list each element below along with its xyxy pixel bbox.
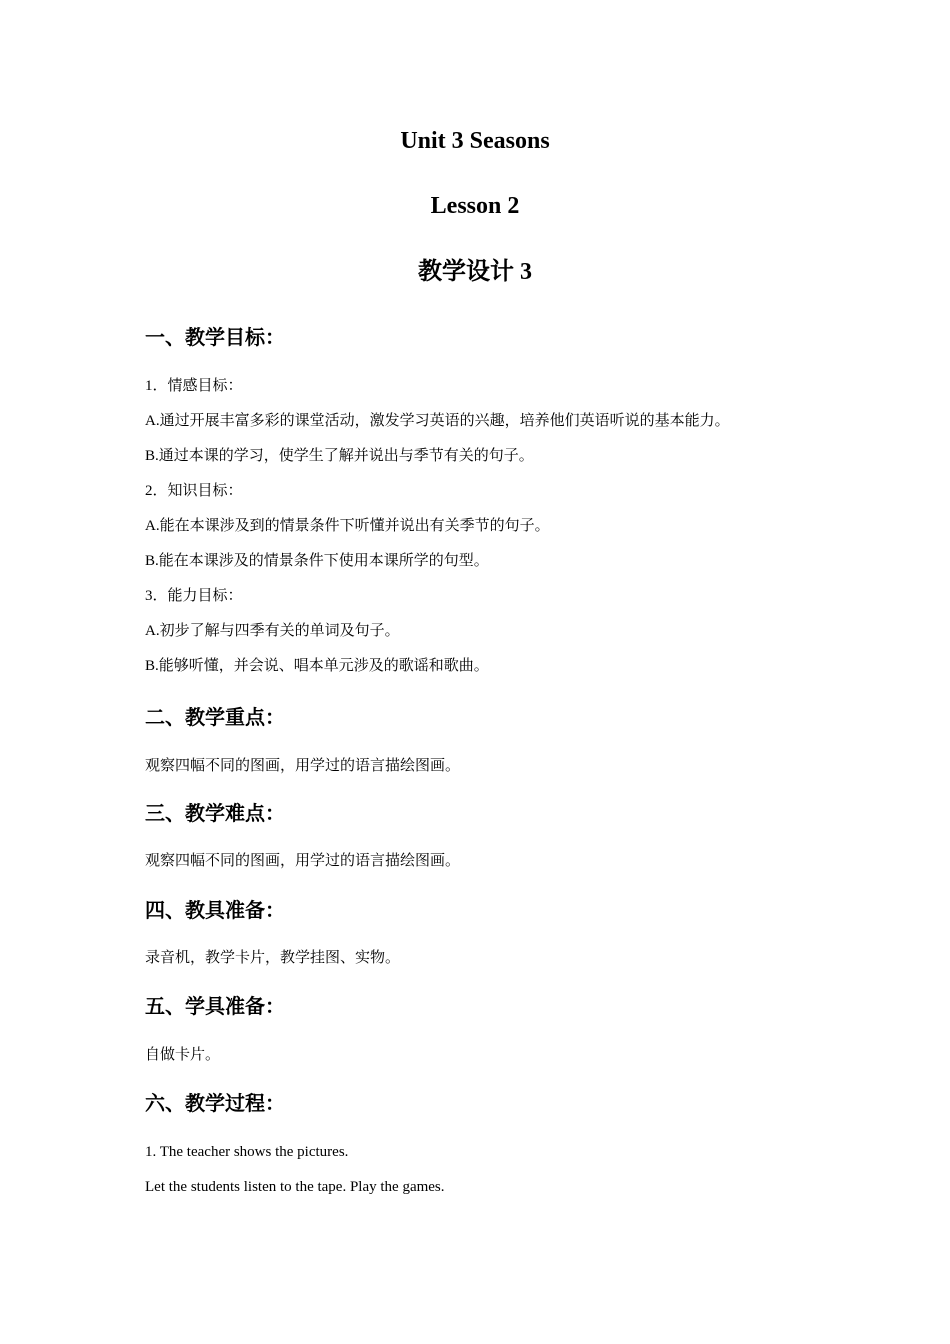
section-heading: 三、教学难点：: [145, 801, 285, 825]
section-heading: 二、教学重点：: [145, 705, 285, 729]
paragraph: A.初步了解与四季有关的单词及句子。: [145, 623, 400, 639]
unit-title: Unit 3 Seasons: [400, 128, 550, 154]
paragraph: 3．能力目标：: [145, 588, 243, 604]
lesson-title: Lesson 2: [430, 193, 520, 219]
paragraph: B.能够听懂，并会说、唱本单元涉及的歌谣和歌曲。: [145, 658, 489, 674]
section-heading: 五、学具准备：: [145, 994, 285, 1018]
section-heading: 六、教学过程：: [145, 1091, 285, 1115]
paragraph: B.通过本课的学习，使学生了解并说出与季节有关的句子。: [145, 448, 534, 464]
paragraph: 1. The teacher shows the pictures.: [145, 1144, 349, 1160]
paragraph: 观察四幅不同的图画，用学过的语言描绘图画。: [145, 758, 461, 774]
paragraph: 观察四幅不同的图画，用学过的语言描绘图画。: [145, 853, 461, 869]
paragraph: 自做卡片。: [145, 1047, 221, 1063]
paragraph: 2．知识目标：: [145, 483, 243, 499]
section-heading: 四、教具准备：: [145, 898, 285, 922]
paragraph: 录音机，教学卡片，教学挂图、实物。: [145, 950, 401, 966]
paragraph: A.能在本课涉及到的情景条件下听懂并说出有关季节的句子。: [145, 518, 550, 534]
paragraph: 1．情感目标：: [145, 378, 243, 394]
design-title: 教学设计 3: [418, 259, 532, 285]
paragraph: Let the students listen to the tape. Play the games.: [145, 1179, 445, 1195]
paragraph: A.通过开展丰富多彩的课堂活动，激发学习英语的兴趣，培养他们英语听说的基本能力。: [145, 413, 730, 429]
paragraph: B.能在本课涉及的情景条件下使用本课所学的句型。: [145, 553, 489, 569]
section-heading: 一、教学目标：: [145, 325, 285, 349]
